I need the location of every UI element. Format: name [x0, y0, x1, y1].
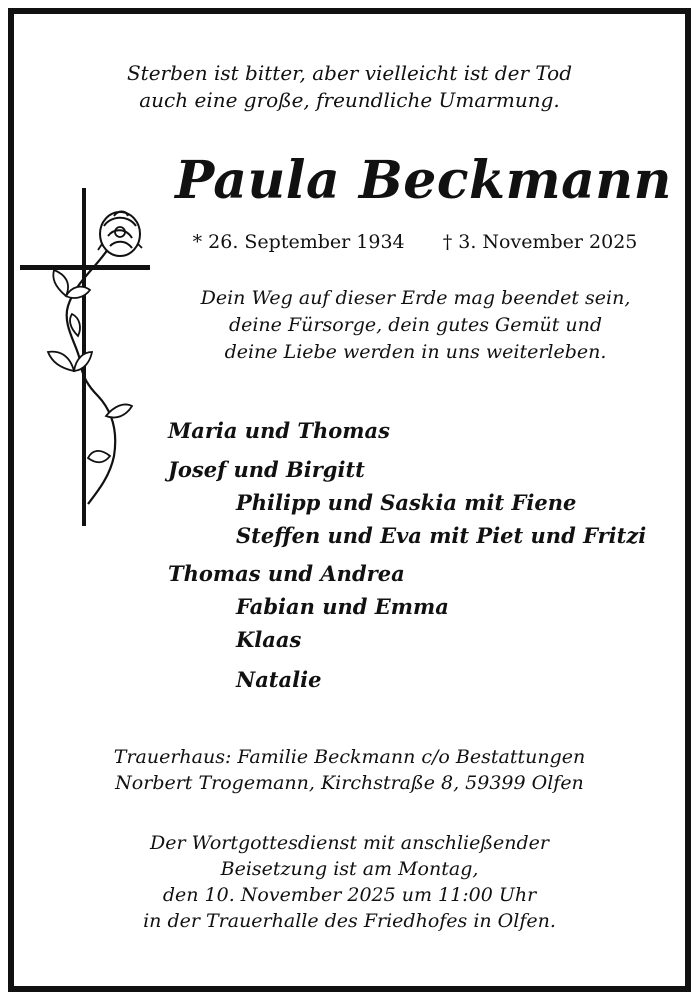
leaf-icons — [48, 270, 132, 462]
address-line-2: Norbert Trogemann, Kirchstraße 8, 59399 Olfen — [115, 772, 584, 794]
family-row: Philipp und Saskia mit Fiene — [236, 490, 577, 515]
birth-date: * 26. September 1934 — [192, 231, 405, 253]
service-line-1: Der Wortgottesdienst mit anschließender — [149, 832, 550, 854]
cross-with-rose-icon — [18, 186, 153, 531]
quote-line-2: auch eine große, freundliche Umarmung. — [139, 88, 560, 112]
mourning-house-address — [0, 744, 699, 796]
life-dates — [175, 231, 655, 253]
family-row: Maria und Thomas — [168, 418, 390, 443]
family-row: Thomas und Andrea — [168, 561, 405, 586]
family-row: Natalie — [236, 667, 322, 692]
family-row: Klaas — [236, 627, 302, 652]
funeral-service-info — [0, 830, 699, 934]
family-row: Fabian und Emma — [236, 594, 449, 619]
family-row: Steffen und Eva mit Piet und Fritzi — [236, 523, 647, 548]
service-line-3: den 10. November 2025 um 11:00 Uhr — [162, 884, 537, 906]
family-row: Josef und Birgitt — [168, 457, 365, 482]
verse-line-2: deine Fürsorge, dein gutes Gemüt und — [228, 314, 603, 336]
rose-icon — [98, 212, 142, 257]
quote — [0, 60, 699, 114]
deceased-name: Paula Beckmann — [175, 150, 672, 211]
verse-line-3: deine Liebe werden in uns weiterleben. — [224, 341, 607, 363]
quote-line-1: Sterben ist bitter, aber vielleicht ist der Tod — [126, 61, 572, 85]
death-date: † 3. November 2025 — [442, 231, 638, 253]
service-line-4: in der Trauerhalle des Friedhofes in Olfen. — [143, 910, 556, 932]
address-line-1: Trauerhaus: Familie Beckmann c/o Bestattungen — [113, 746, 586, 768]
service-line-2: Beisetzung ist am Montag, — [220, 858, 479, 880]
verse — [148, 285, 683, 366]
verse-line-1: Dein Weg auf dieser Erde mag beendet sein, — [200, 287, 631, 309]
